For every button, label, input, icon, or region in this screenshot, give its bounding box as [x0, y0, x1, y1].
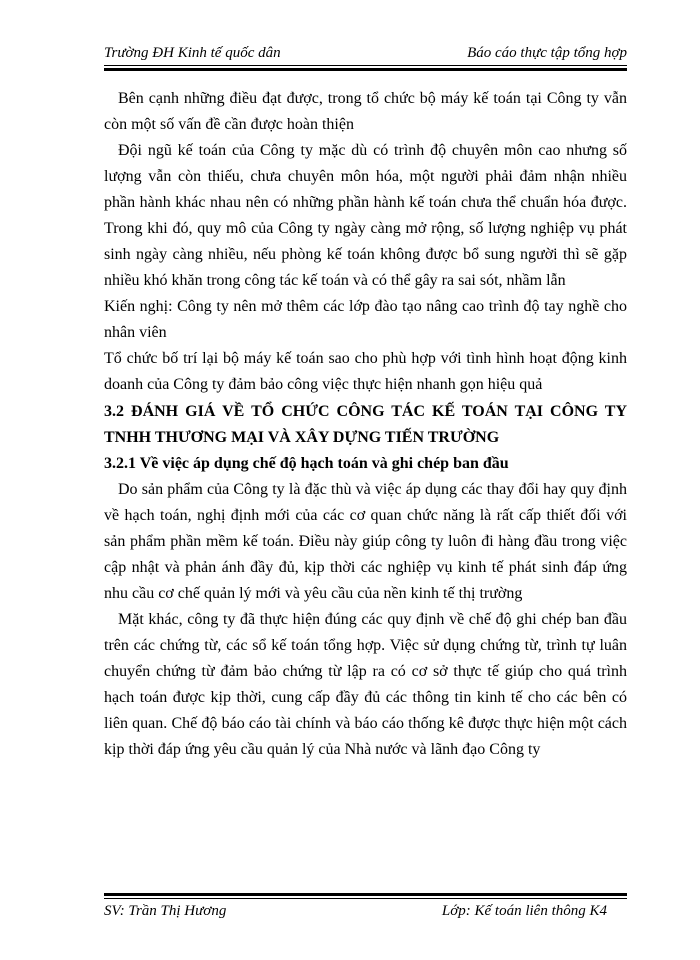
section-heading-3-2: 3.2 ĐÁNH GIÁ VỀ TỔ CHỨC CÔNG TÁC KẾ TOÁN TẠI CÔNG TY	[104, 403, 627, 420]
footer-student: SV: Trần Thị Hương	[104, 903, 227, 919]
header-rule-thin	[104, 65, 627, 66]
document-body	[104, 86, 627, 763]
header-rule-thick	[104, 68, 627, 71]
subsection-heading-3-2-1: 3.2.1 Về việc áp dụng chế độ hạch toán và ghi chép ban đầu	[104, 455, 509, 472]
page-footer	[104, 902, 627, 920]
footer-rule-thin	[104, 898, 627, 899]
header-report-title: Báo cáo thực tập tổng hợp	[467, 45, 627, 61]
paragraph-documents: Mặt khác, công ty đã thực hiện đúng các quy định về chế độ ghi chép ban đầu trên các chứng từ, các sổ kế toán tổng hợp. Việc sử dụng chứng từ, trình tự luân chuyển chứng từ đảm bảo chứng từ lập ra có cơ sở thực tế giúp cho quá trình hạch toán được kịp thời, cung cấp đầy đủ các thông tin kinh tế cho các bên có liên quan. Chế độ báo cáo tài chính và báo cáo thống kê được thực hiện một cách kịp thời đáp ứng yêu cầu quản lý của Nhà nước và lãnh đạo Công ty	[104, 611, 627, 758]
footer-class: Lớp: Kế toán liên thông K4	[441, 903, 607, 919]
page-header	[104, 44, 627, 62]
paragraph-organization: Tổ chức bố trí lại bộ máy kế toán sao cho phù hợp với tình hình hoạt động kinh doanh của Công ty đảm bảo công việc thực hiện nhanh gọn hiệu quả	[104, 350, 627, 393]
paragraph-staff: Đội ngũ kế toán của Công ty mặc dù có trình độ chuyên môn cao nhưng số lượng vẫn còn thiếu, chưa chuyên môn hóa, một người phải đảm nhận nhiều phần hành khác nhau nên có những phần hành kế toán chưa thể chuẩn hóa được. Trong khi đó, quy mô của Công ty ngày càng mở rộng, số lượng nghiệp vụ phát sinh ngày càng nhiều, nếu phòng kế toán không được bổ sung người thì sẽ gặp nhiều khó khăn trong công tác kế toán và có thể gây ra sai sót, nhầm lẫn	[104, 142, 627, 289]
header-school: Trường ĐH Kinh tế quốc dân	[104, 45, 281, 61]
section-heading-3-2-cont: TNHH THƯƠNG MẠI VÀ XÂY DỰNG TIẾN TRƯỜNG	[104, 429, 500, 446]
paragraph-intro: Bên cạnh những điều đạt được, trong tổ chức bộ máy kế toán tại Công ty vẫn còn một số vấn đề cần được hoàn thiện	[104, 90, 627, 133]
footer-rule-thick	[104, 893, 627, 896]
paragraph-recommendation: Kiến nghị: Công ty nên mở thêm các lớp đào tạo nâng cao trình độ tay nghề cho nhân viên	[104, 298, 627, 341]
paragraph-products: Do sản phẩm của Công ty là đặc thù và việc áp dụng các thay đổi hay quy định về hạch toán, nghị định mới của các cơ quan chức năng là rất cấp thiết đối với sản phẩm phần mềm kế toán. Điều này giúp công ty luôn đi hàng đầu trong việc cập nhật và phản ánh đầy đủ, kịp thời các nghiệp vụ kinh tế phát sinh đáp ứng nhu cầu cơ chế quản lý mới và yêu cầu của nền kinh tế thị trường	[104, 481, 627, 602]
